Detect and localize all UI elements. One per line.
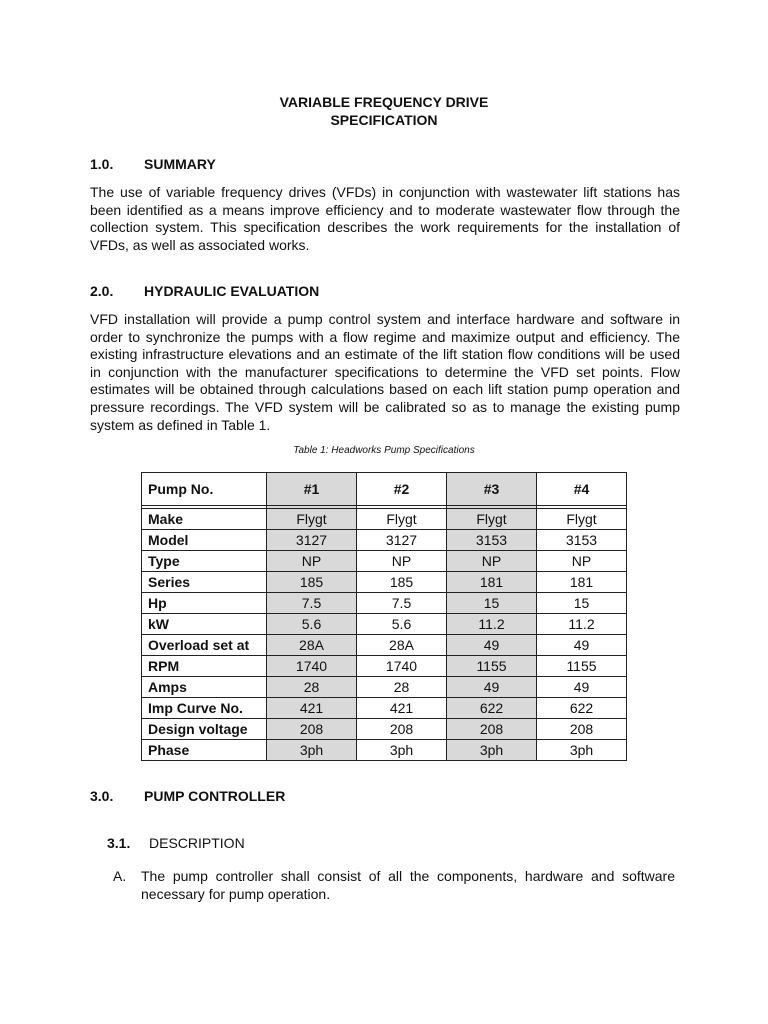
table-cell: 5.6 bbox=[267, 614, 357, 635]
table-cell: 208 bbox=[267, 719, 357, 740]
section-heading-pump-controller bbox=[90, 787, 285, 805]
table-cell: 3ph bbox=[537, 740, 627, 761]
table-row bbox=[142, 740, 627, 761]
table-cell: 7.5 bbox=[267, 593, 357, 614]
table-cell: 181 bbox=[537, 572, 627, 593]
table-header-row bbox=[142, 473, 627, 506]
header-cell: #4 bbox=[537, 473, 627, 506]
section-number: 3.0. bbox=[90, 788, 114, 804]
table-row bbox=[142, 614, 627, 635]
table-cell: 11.2 bbox=[537, 614, 627, 635]
table-cell: 15 bbox=[537, 593, 627, 614]
table-row bbox=[142, 698, 627, 719]
header-cell: Pump No. bbox=[142, 473, 267, 506]
table-cell: 1740 bbox=[267, 656, 357, 677]
table-cell: 28A bbox=[357, 635, 447, 656]
table-cell: 622 bbox=[447, 698, 537, 719]
table-cell: 421 bbox=[357, 698, 447, 719]
table-cell: 28A bbox=[267, 635, 357, 656]
table-cell: 208 bbox=[537, 719, 627, 740]
table-row bbox=[142, 656, 627, 677]
table-cell: NP bbox=[537, 551, 627, 572]
table-cell: 7.5 bbox=[357, 593, 447, 614]
table-cell: 28 bbox=[267, 677, 357, 698]
row-label: kW bbox=[142, 614, 267, 635]
table-cell: Flygt bbox=[537, 509, 627, 530]
table-cell: Flygt bbox=[447, 509, 537, 530]
table-cell: 3127 bbox=[357, 530, 447, 551]
row-label: Overload set at bbox=[142, 635, 267, 656]
subsection-number: 3.1. bbox=[107, 835, 131, 851]
table-cell: 1740 bbox=[357, 656, 447, 677]
row-label: Type bbox=[142, 551, 267, 572]
table-cell: 49 bbox=[537, 677, 627, 698]
section-title: SUMMARY bbox=[144, 156, 216, 172]
row-label: Series bbox=[142, 572, 267, 593]
section-number: 2.0. bbox=[90, 283, 114, 299]
table-cell: 3127 bbox=[267, 530, 357, 551]
document-title-line2: SPECIFICATION bbox=[330, 112, 438, 128]
section-heading-summary bbox=[90, 155, 216, 173]
table-row bbox=[142, 572, 627, 593]
list-item-letter: A. bbox=[113, 868, 127, 884]
document-title-line1: VARIABLE FREQUENCY DRIVE bbox=[279, 94, 489, 110]
header-cell: #3 bbox=[447, 473, 537, 506]
pump-spec-table bbox=[141, 472, 627, 761]
table-cell: 11.2 bbox=[447, 614, 537, 635]
table-cell: NP bbox=[267, 551, 357, 572]
table-cell: 421 bbox=[267, 698, 357, 719]
table-cell: 185 bbox=[357, 572, 447, 593]
table-row bbox=[142, 677, 627, 698]
hydraulic-evaluation-paragraph: VFD installation will provide a pump control system and interface hardware and software in order to synchronize the pumps with a flow regime and maximize output and efficiency. The existing infrastructure elevations and an estimate of the lift station flow conditions will be used in conjunction with the manufacturer specifications to determine the VFD set points. Flow estimates will be obtained through calculations based on each lift station pump operation and pressure recordings. The VFD system will be calibrated so as to manage the existing pump system as defined in Table 1. bbox=[90, 311, 680, 433]
table-cell: 15 bbox=[447, 593, 537, 614]
table-row bbox=[142, 719, 627, 740]
table-cell: 49 bbox=[447, 635, 537, 656]
subsection-title: DESCRIPTION bbox=[149, 835, 245, 851]
table-cell: 181 bbox=[447, 572, 537, 593]
row-label: Model bbox=[142, 530, 267, 551]
table-cell: 49 bbox=[447, 677, 537, 698]
table-cell: NP bbox=[357, 551, 447, 572]
table-row bbox=[142, 551, 627, 572]
section-title: HYDRAULIC EVALUATION bbox=[144, 283, 320, 299]
section-heading-hydraulic-evaluation bbox=[90, 282, 319, 300]
table-cell: 3153 bbox=[447, 530, 537, 551]
table-cell: 5.6 bbox=[357, 614, 447, 635]
table-cell: 49 bbox=[537, 635, 627, 656]
subsection-heading-description bbox=[107, 835, 245, 851]
table-cell: Flygt bbox=[357, 509, 447, 530]
table-row bbox=[142, 635, 627, 656]
table-cell: 208 bbox=[357, 719, 447, 740]
table-cell: 3153 bbox=[537, 530, 627, 551]
table-cell: 28 bbox=[357, 677, 447, 698]
section-title: PUMP CONTROLLER bbox=[144, 788, 286, 804]
row-label: Make bbox=[142, 509, 267, 530]
table-caption: Table 1: Headworks Pump Specifications bbox=[293, 445, 475, 456]
table-cell: 208 bbox=[447, 719, 537, 740]
row-label: Hp bbox=[142, 593, 267, 614]
row-label: RPM bbox=[142, 656, 267, 677]
table-cell: 3ph bbox=[357, 740, 447, 761]
table-cell: 3ph bbox=[447, 740, 537, 761]
table-row bbox=[142, 593, 627, 614]
table-cell: 1155 bbox=[447, 656, 537, 677]
table-row bbox=[142, 530, 627, 551]
table-row bbox=[142, 509, 627, 530]
table-cell: Flygt bbox=[267, 509, 357, 530]
row-label: Phase bbox=[142, 740, 267, 761]
row-label: Imp Curve No. bbox=[142, 698, 267, 719]
table-cell: 1155 bbox=[537, 656, 627, 677]
table-cell: 622 bbox=[537, 698, 627, 719]
list-item bbox=[113, 868, 675, 903]
table-cell: 3ph bbox=[267, 740, 357, 761]
header-cell: #1 bbox=[267, 473, 357, 506]
summary-paragraph: The use of variable frequency drives (VFDs) in conjunction with wastewater lift stations has been identified as a means improve efficiency and to moderate wastewater flow through the collection system. This specification describes the work requirements for the installation of VFDs, as well as associated works. bbox=[90, 184, 680, 253]
list-item-text: The pump controller shall consist of all the components, hardware and software necessary for pump operation. bbox=[141, 868, 675, 902]
row-label: Amps bbox=[142, 677, 267, 698]
header-cell: #2 bbox=[357, 473, 447, 506]
table-cell: 185 bbox=[267, 572, 357, 593]
row-label: Design voltage bbox=[142, 719, 267, 740]
table-cell: NP bbox=[447, 551, 537, 572]
section-number: 1.0. bbox=[90, 156, 114, 172]
